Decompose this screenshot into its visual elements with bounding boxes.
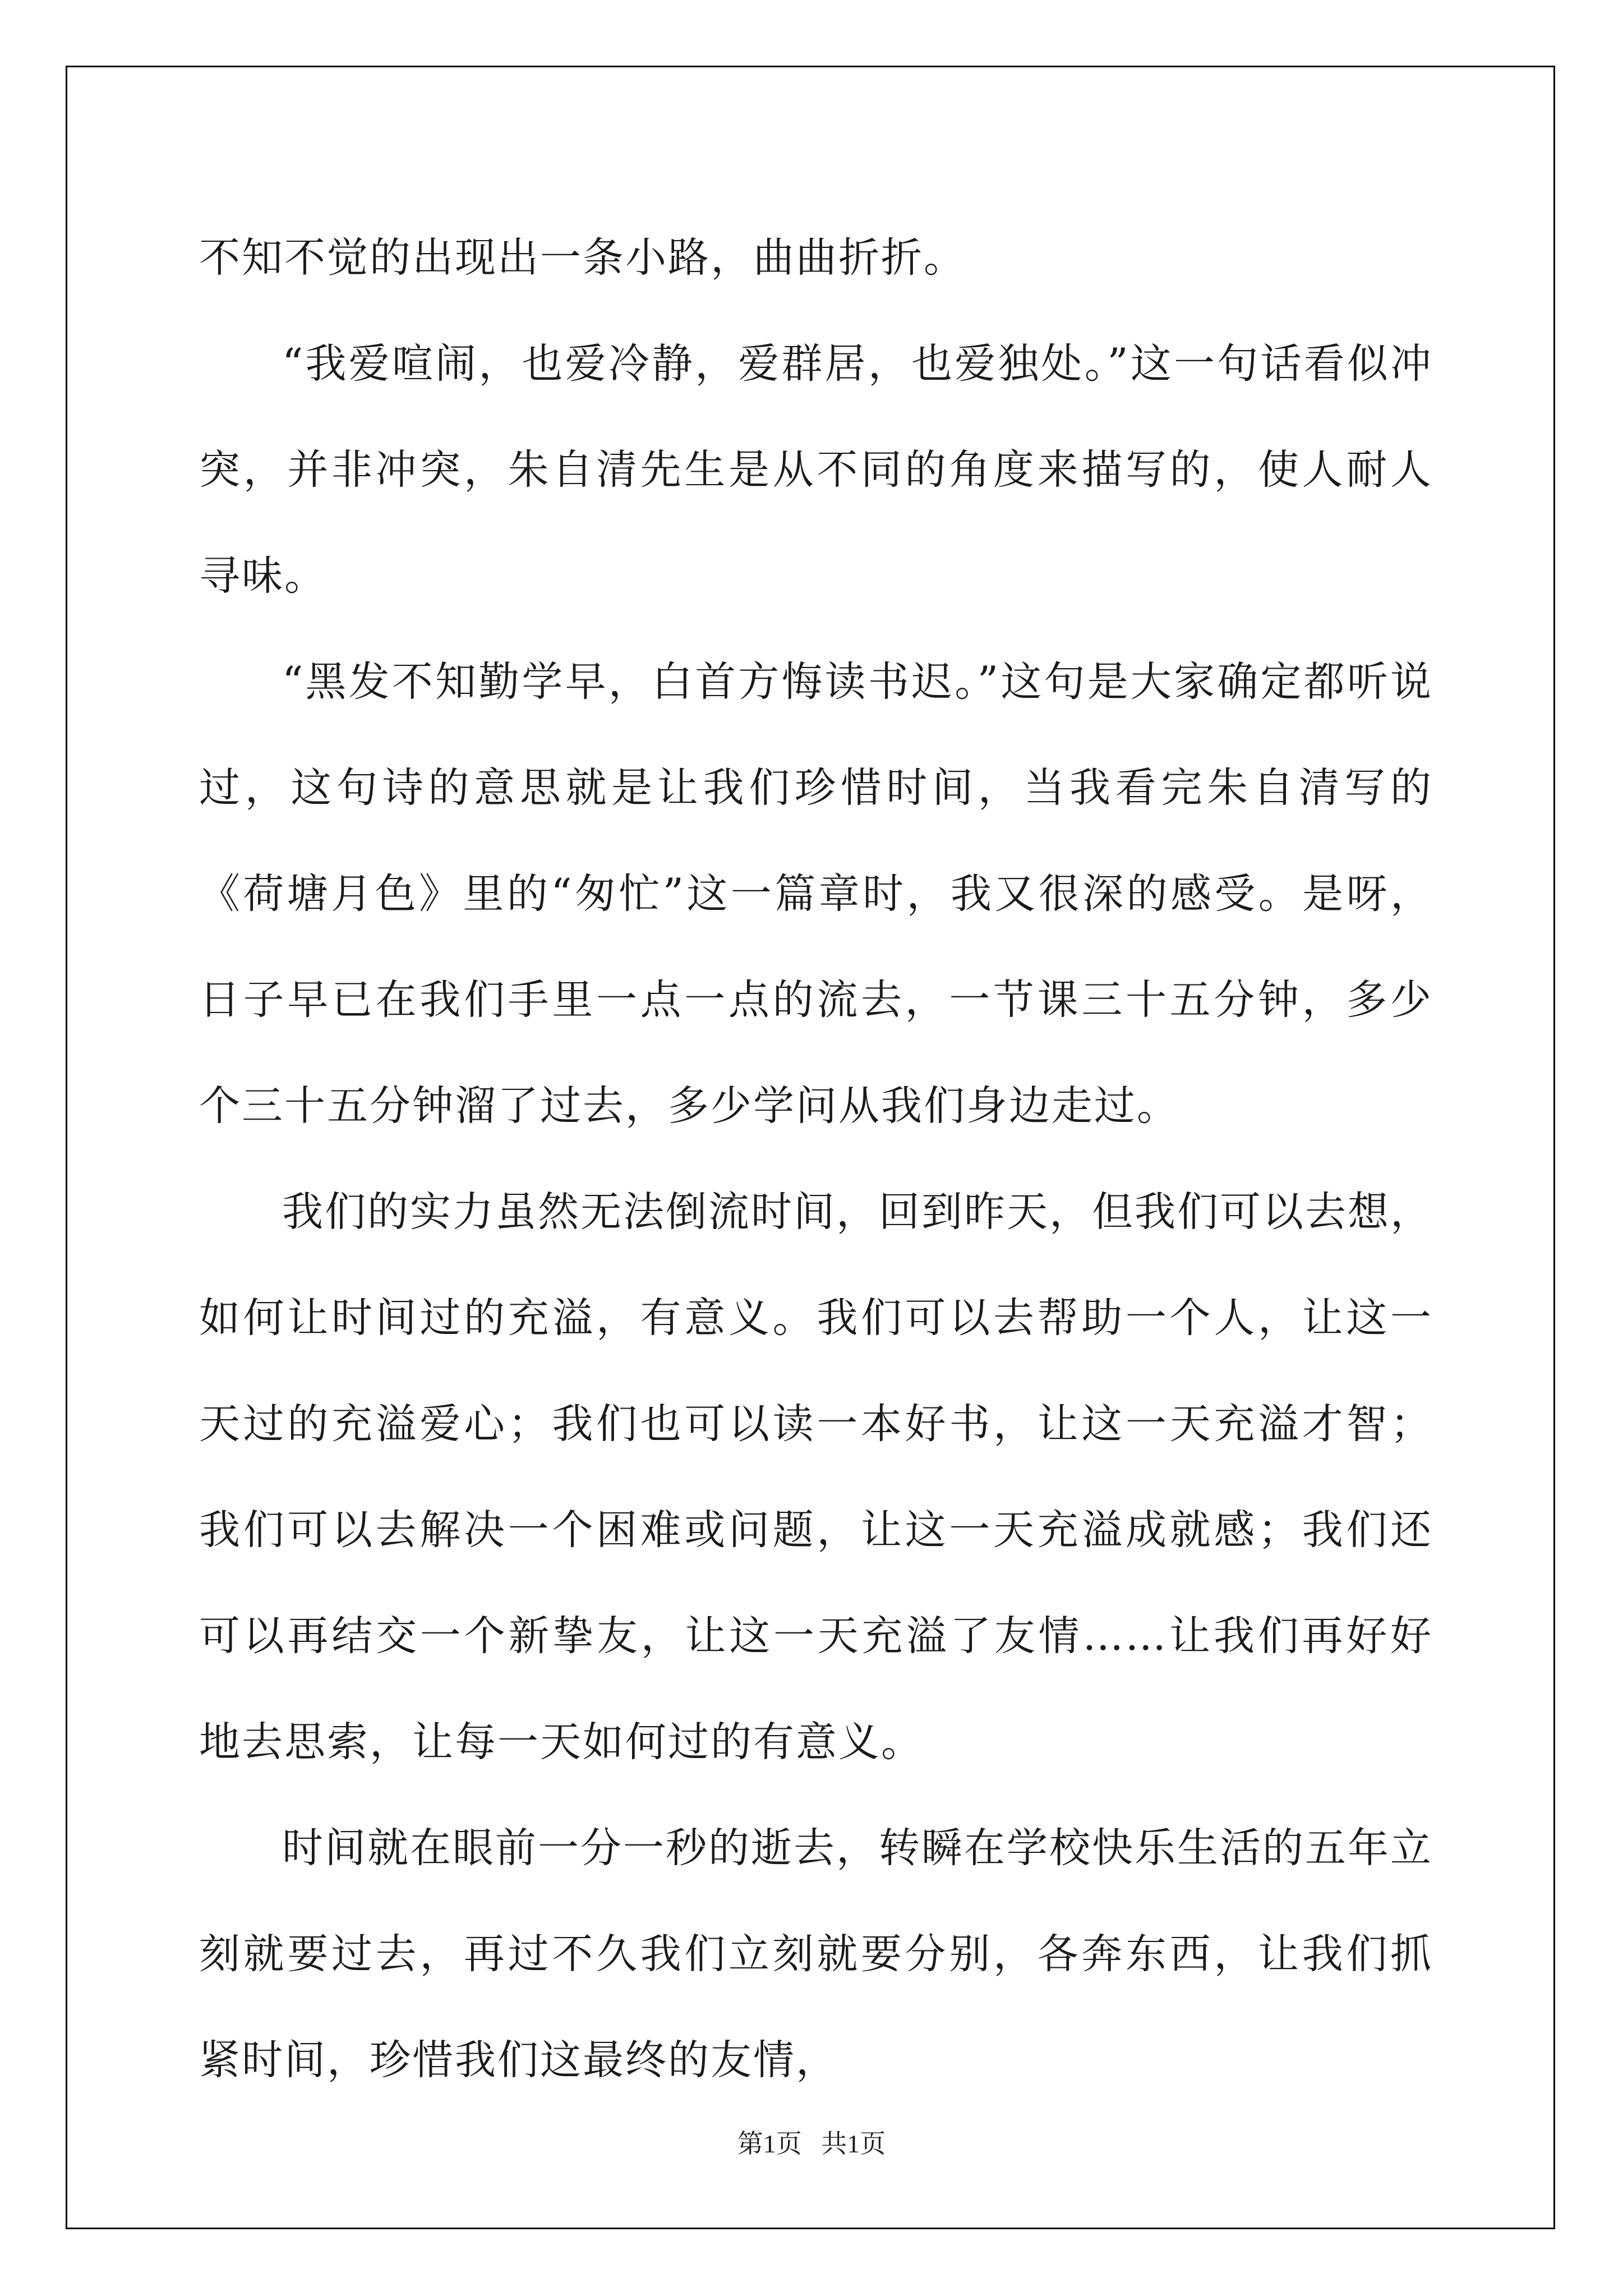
paragraph-2: “我爱喧闹，也爱冷静，爱群居，也爱独处。”这一句话看似冲突，并非冲突，朱自清先生是从不同的角度来描写的，使人耐人寻味。 (199, 340, 1433, 600)
paragraph-3: “黑发不知勤学早，白首方悔读书迟。”这句是大家确定都听说过，这句诗的意思就是让我们珍惜时间，当我看完朱自清写的《荷塘月色》里的“匆忙”这一篇章时，我又很深的感受。是呀，日子早已在我们手里一点一点的流去，一节课三十五分钟，多少个三十五分钟溜了过去，多少学问从我们身边走过。 (199, 658, 1433, 1130)
paragraph-1: 不知不觉的出现出一条小路，曲曲折折。 (199, 234, 966, 282)
page-number-footer: 第1页 共1页 (737, 2129, 886, 2158)
document-body (199, 205, 1433, 2113)
paragraph-5: 时间就在眼前一分一秒的逝去，转瞬在学校快乐生活的五年立刻就要过去，再过不久我们立刻就要分别，各奔东西，让我们抓紧时间，珍惜我们这最终的友情， (199, 1824, 1433, 2084)
paragraph-4: 我们的实力虽然无法倒流时间，回到昨天，但我们可以去想，如何让时间过的充溢，有意义。我们可以去帮助一个人，让这一天过的充溢爱心；我们也可以读一本好书，让这一天充溢才智；我们可以去解决一个困难或问题，让这一天充溢成就感；我们还可以再结交一个新挚友，让这一天充溢了友情……让我们再好好地去思索，让每一天如何过的有意义。 (199, 1188, 1433, 1766)
